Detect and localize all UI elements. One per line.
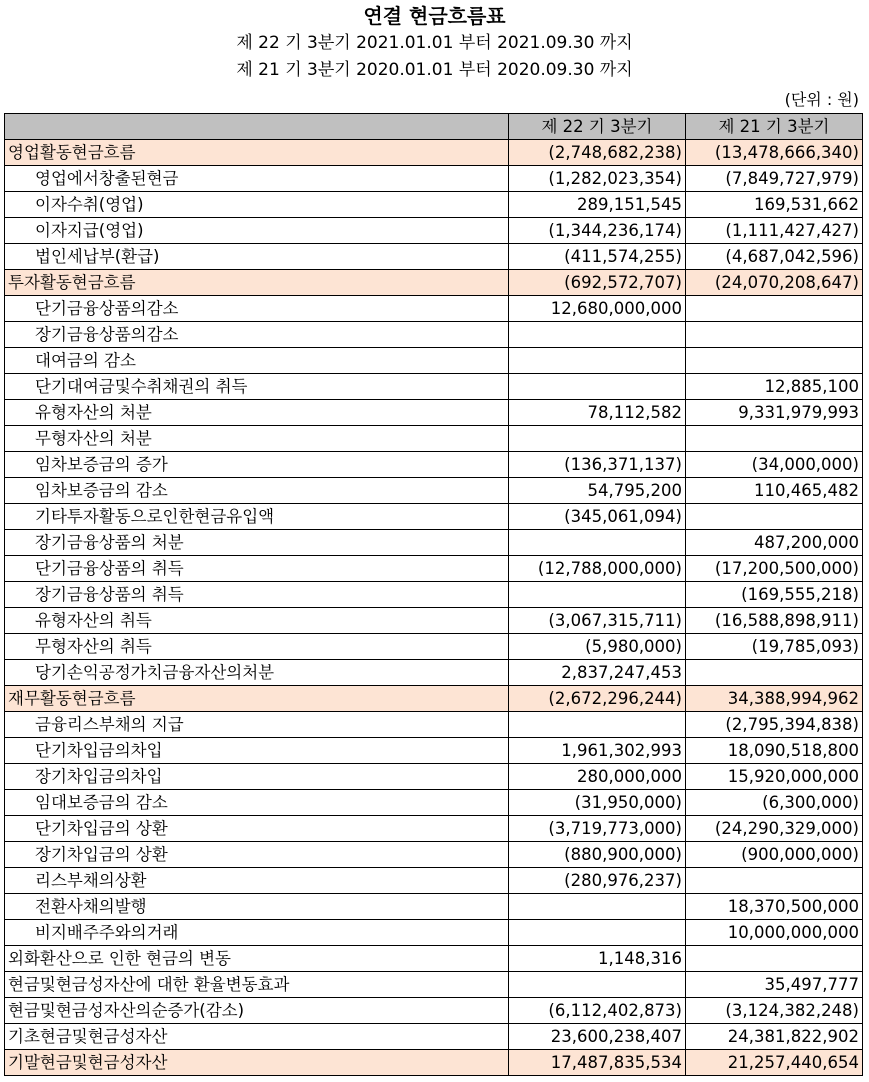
row-value-prior: 35,497,777 bbox=[686, 972, 863, 998]
row-value-current bbox=[509, 322, 686, 348]
row-value-current bbox=[509, 894, 686, 920]
table-row bbox=[5, 842, 863, 868]
row-value-current: (6,112,402,873) bbox=[509, 998, 686, 1024]
table-row bbox=[5, 192, 863, 218]
row-value-current bbox=[509, 582, 686, 608]
row-value-prior: (19,785,093) bbox=[686, 634, 863, 660]
table-row bbox=[5, 426, 863, 452]
row-label: 비지배주주와의거래 bbox=[5, 920, 509, 946]
row-value-prior: 9,331,979,993 bbox=[686, 400, 863, 426]
row-value-current: (692,572,707) bbox=[509, 270, 686, 296]
table-row bbox=[5, 738, 863, 764]
table-row bbox=[5, 322, 863, 348]
row-value-prior bbox=[686, 660, 863, 686]
row-value-prior bbox=[686, 426, 863, 452]
table-row bbox=[5, 504, 863, 530]
table-row bbox=[5, 244, 863, 270]
row-value-current bbox=[509, 530, 686, 556]
row-label: 리스부채의상환 bbox=[5, 868, 509, 894]
row-value-prior: (6,300,000) bbox=[686, 790, 863, 816]
row-value-prior: 169,531,662 bbox=[686, 192, 863, 218]
row-value-prior: 34,388,994,962 bbox=[686, 686, 863, 712]
row-value-current: (31,950,000) bbox=[509, 790, 686, 816]
table-row bbox=[5, 400, 863, 426]
table-row bbox=[5, 660, 863, 686]
row-value-prior bbox=[686, 296, 863, 322]
row-label: 당기손익공정가치금융자산의처분 bbox=[5, 660, 509, 686]
row-value-prior bbox=[686, 348, 863, 374]
header-account bbox=[5, 114, 509, 140]
row-value-current: (5,980,000) bbox=[509, 634, 686, 660]
row-value-current: 23,600,238,407 bbox=[509, 1024, 686, 1050]
row-value-prior: (3,124,382,248) bbox=[686, 998, 863, 1024]
row-value-prior: 18,090,518,800 bbox=[686, 738, 863, 764]
row-value-current: (345,061,094) bbox=[509, 504, 686, 530]
row-value-current: 1,961,302,993 bbox=[509, 738, 686, 764]
row-value-prior: (17,200,500,000) bbox=[686, 556, 863, 582]
row-label: 장기차입금의 상환 bbox=[5, 842, 509, 868]
table-row bbox=[5, 1024, 863, 1050]
table-row bbox=[5, 478, 863, 504]
row-value-prior: (24,290,329,000) bbox=[686, 816, 863, 842]
table-header-row bbox=[5, 114, 863, 140]
cash-flow-table bbox=[4, 113, 863, 1076]
row-value-prior: (2,795,394,838) bbox=[686, 712, 863, 738]
row-label: 장기금융상품의감소 bbox=[5, 322, 509, 348]
row-label: 기타투자활동으로인한현금유입액 bbox=[5, 504, 509, 530]
row-label: 단기대여금및수취채권의 취득 bbox=[5, 374, 509, 400]
row-value-current: (12,788,000,000) bbox=[509, 556, 686, 582]
table-row bbox=[5, 530, 863, 556]
row-value-prior: 487,200,000 bbox=[686, 530, 863, 556]
row-label: 재무활동현금흐름 bbox=[5, 686, 509, 712]
row-label: 금융리스부채의 지급 bbox=[5, 712, 509, 738]
row-label: 장기금융상품의 취득 bbox=[5, 582, 509, 608]
row-label: 기초현금및현금성자산 bbox=[5, 1024, 509, 1050]
row-value-current bbox=[509, 972, 686, 998]
row-value-prior: (24,070,208,647) bbox=[686, 270, 863, 296]
row-value-current: 2,837,247,453 bbox=[509, 660, 686, 686]
table-row bbox=[5, 582, 863, 608]
row-label: 영업에서창출된현금 bbox=[5, 166, 509, 192]
row-value-prior: (16,588,898,911) bbox=[686, 608, 863, 634]
table-row bbox=[5, 608, 863, 634]
table-row bbox=[5, 556, 863, 582]
row-value-prior: (13,478,666,340) bbox=[686, 140, 863, 166]
table-row bbox=[5, 374, 863, 400]
table-row-section bbox=[5, 270, 863, 296]
period-line-current: 제 22 기 3분기 2021.01.01 부터 2021.09.30 까지 bbox=[236, 33, 633, 53]
row-value-current: (1,344,236,174) bbox=[509, 218, 686, 244]
row-label: 단기차입금의차입 bbox=[5, 738, 509, 764]
table-row bbox=[5, 998, 863, 1024]
row-value-prior: 21,257,440,654 bbox=[686, 1050, 863, 1076]
row-value-current: (136,371,137) bbox=[509, 452, 686, 478]
row-value-current: (411,574,255) bbox=[509, 244, 686, 270]
row-label: 영업활동현금흐름 bbox=[5, 140, 509, 166]
document-title: 연결 현금흐름표 bbox=[363, 4, 506, 28]
row-label: 단기차입금의 상환 bbox=[5, 816, 509, 842]
row-value-prior: 18,370,500,000 bbox=[686, 894, 863, 920]
row-label: 장기금융상품의 처분 bbox=[5, 530, 509, 556]
row-value-current: 289,151,545 bbox=[509, 192, 686, 218]
row-label: 단기금융상품의 취득 bbox=[5, 556, 509, 582]
row-label: 현금및현금성자산에 대한 환율변동효과 bbox=[5, 972, 509, 998]
row-label: 장기차입금의차입 bbox=[5, 764, 509, 790]
row-value-current: 17,487,835,534 bbox=[509, 1050, 686, 1076]
row-value-prior: 24,381,822,902 bbox=[686, 1024, 863, 1050]
row-label: 무형자산의 처분 bbox=[5, 426, 509, 452]
table-row-section bbox=[5, 140, 863, 166]
table-row-section bbox=[5, 686, 863, 712]
row-label: 유형자산의 취득 bbox=[5, 608, 509, 634]
table-row bbox=[5, 296, 863, 322]
row-value-prior: 110,465,482 bbox=[686, 478, 863, 504]
row-value-prior bbox=[686, 322, 863, 348]
row-label: 법인세납부(환급) bbox=[5, 244, 509, 270]
table-row bbox=[5, 764, 863, 790]
row-value-current: (2,748,682,238) bbox=[509, 140, 686, 166]
row-label: 임차보증금의 감소 bbox=[5, 478, 509, 504]
row-value-prior: (169,555,218) bbox=[686, 582, 863, 608]
table-body bbox=[5, 140, 863, 1076]
row-value-prior: (1,111,427,427) bbox=[686, 218, 863, 244]
row-value-current: (3,719,773,000) bbox=[509, 816, 686, 842]
row-value-current: (1,282,023,354) bbox=[509, 166, 686, 192]
unit-label: (단위 : 원) bbox=[784, 90, 859, 109]
table-row bbox=[5, 920, 863, 946]
table-row-section bbox=[5, 1050, 863, 1076]
table-row bbox=[5, 452, 863, 478]
row-value-current bbox=[509, 712, 686, 738]
row-value-prior: 12,885,100 bbox=[686, 374, 863, 400]
table-row bbox=[5, 790, 863, 816]
row-value-prior: 10,000,000,000 bbox=[686, 920, 863, 946]
row-value-prior: 15,920,000,000 bbox=[686, 764, 863, 790]
table-row bbox=[5, 972, 863, 998]
row-label: 이자수취(영업) bbox=[5, 192, 509, 218]
table-row bbox=[5, 816, 863, 842]
table-row bbox=[5, 218, 863, 244]
row-value-current bbox=[509, 920, 686, 946]
row-value-prior bbox=[686, 504, 863, 530]
row-value-prior: (4,687,042,596) bbox=[686, 244, 863, 270]
row-label: 무형자산의 취득 bbox=[5, 634, 509, 660]
row-label: 대여금의 감소 bbox=[5, 348, 509, 374]
row-value-current bbox=[509, 426, 686, 452]
row-value-current: (880,900,000) bbox=[509, 842, 686, 868]
row-label: 전환사채의발행 bbox=[5, 894, 509, 920]
row-label: 기말현금및현금성자산 bbox=[5, 1050, 509, 1076]
row-value-current bbox=[509, 374, 686, 400]
row-value-current bbox=[509, 348, 686, 374]
row-value-current: (3,067,315,711) bbox=[509, 608, 686, 634]
row-value-prior: (7,849,727,979) bbox=[686, 166, 863, 192]
row-label: 임차보증금의 증가 bbox=[5, 452, 509, 478]
table-row bbox=[5, 946, 863, 972]
row-value-current: 280,000,000 bbox=[509, 764, 686, 790]
table-row bbox=[5, 894, 863, 920]
row-label: 임대보증금의 감소 bbox=[5, 790, 509, 816]
row-value-current: 12,680,000,000 bbox=[509, 296, 686, 322]
row-label: 외화환산으로 인한 현금의 변동 bbox=[5, 946, 509, 972]
header-current-period: 제 22 기 3분기 bbox=[509, 114, 686, 140]
row-value-current: 1,148,316 bbox=[509, 946, 686, 972]
row-label: 유형자산의 처분 bbox=[5, 400, 509, 426]
row-value-prior bbox=[686, 868, 863, 894]
period-line-prior: 제 21 기 3분기 2020.01.01 부터 2020.09.30 까지 bbox=[236, 60, 633, 80]
row-label: 현금및현금성자산의순증가(감소) bbox=[5, 998, 509, 1024]
table-row bbox=[5, 166, 863, 192]
table-row bbox=[5, 348, 863, 374]
row-value-prior: (34,000,000) bbox=[686, 452, 863, 478]
table-row bbox=[5, 868, 863, 894]
table-row bbox=[5, 634, 863, 660]
header-prior-period: 제 21 기 3분기 bbox=[686, 114, 863, 140]
row-label: 단기금융상품의감소 bbox=[5, 296, 509, 322]
row-value-prior: (900,000,000) bbox=[686, 842, 863, 868]
table-row bbox=[5, 712, 863, 738]
row-value-current: 54,795,200 bbox=[509, 478, 686, 504]
row-label: 이자지급(영업) bbox=[5, 218, 509, 244]
row-value-prior bbox=[686, 946, 863, 972]
row-value-current: (2,672,296,244) bbox=[509, 686, 686, 712]
row-value-current: 78,112,582 bbox=[509, 400, 686, 426]
row-value-current: (280,976,237) bbox=[509, 868, 686, 894]
row-label: 투자활동현금흐름 bbox=[5, 270, 509, 296]
